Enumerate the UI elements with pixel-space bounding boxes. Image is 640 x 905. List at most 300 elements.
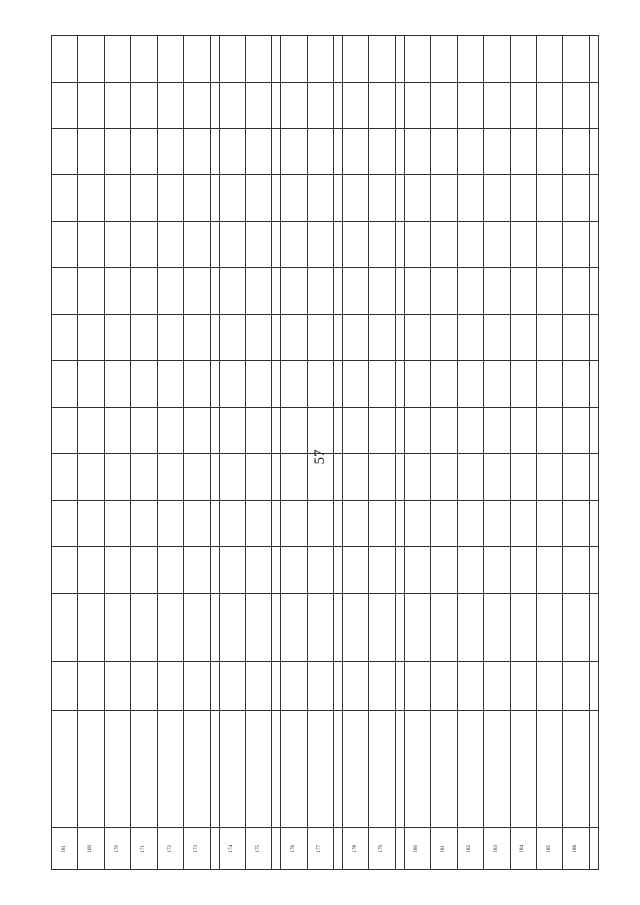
table-cell-area [563, 662, 589, 711]
table-cell-v1 [184, 547, 210, 593]
table-cell-address [307, 711, 333, 828]
table-cell-v9 [404, 175, 430, 221]
table-cell-num [395, 828, 404, 870]
table-cell-cost [307, 593, 333, 661]
table-cell-v6 [563, 314, 589, 360]
table-row [342, 36, 368, 870]
table-cell-area [431, 662, 457, 711]
table-cell-v1 [219, 547, 245, 593]
table-cell-cost [334, 593, 343, 661]
table-cell-num: 177 [307, 828, 333, 870]
table-cell-v2 [510, 500, 536, 546]
table-cell-cost [536, 593, 562, 661]
table-row [272, 36, 281, 870]
table-cell-v1 [307, 547, 333, 593]
table-cell-v6 [157, 314, 183, 360]
table-cell-v4 [210, 407, 219, 453]
table-cell-v8 [484, 221, 510, 267]
table-cell-v10 [563, 128, 589, 174]
table-cell-v5 [404, 361, 430, 407]
table-row [536, 36, 562, 870]
table-cell-v2 [157, 500, 183, 546]
table-cell-v11 [369, 82, 395, 128]
table-cell-v2 [184, 500, 210, 546]
table-cell-address [157, 711, 183, 828]
table-cell-v7 [281, 268, 307, 314]
table-row [589, 36, 598, 870]
table-cell-v8 [404, 221, 430, 267]
table-cell-v10 [342, 128, 368, 174]
table-cell-v3 [245, 454, 271, 500]
table-cell-v1 [334, 547, 343, 593]
table-cell-v7 [484, 268, 510, 314]
table-cell-v6 [457, 314, 483, 360]
table-cell-v6 [395, 314, 404, 360]
table-cell-v1 [563, 547, 589, 593]
table-cell-cost [431, 593, 457, 661]
table-cell-v8 [245, 221, 271, 267]
table-cell-area [157, 662, 183, 711]
table-cell-v12 [219, 36, 245, 83]
table-cell-v11 [281, 82, 307, 128]
table-cell-v12 [342, 36, 368, 83]
table-cell-v12 [131, 36, 157, 83]
table-cell-v5 [245, 361, 271, 407]
table-cell-v7 [52, 268, 78, 314]
table-cell-v1 [342, 547, 368, 593]
table-cell-address [210, 711, 219, 828]
table-cell-v9 [52, 175, 78, 221]
table-cell-v4 [272, 407, 281, 453]
table-cell-v10 [484, 128, 510, 174]
table-cell-v11 [404, 82, 430, 128]
table-cell-num: 184 [510, 828, 536, 870]
table-cell-v12 [589, 36, 598, 83]
table-cell-v4 [334, 407, 343, 453]
table-cell-v2 [52, 500, 78, 546]
table-cell-v9 [334, 175, 343, 221]
table-cell-num [272, 828, 281, 870]
table-cell-address [281, 711, 307, 828]
table-cell-cost [395, 593, 404, 661]
data-table [51, 35, 599, 870]
table-cell-v5 [342, 361, 368, 407]
table-cell-v10 [589, 128, 598, 174]
table-cell-cost [78, 593, 104, 661]
table-cell-num: 183 [484, 828, 510, 870]
table-cell-v3 [431, 454, 457, 500]
table-cell-v11 [245, 82, 271, 128]
table-cell-v4 [563, 407, 589, 453]
table-row [404, 36, 430, 870]
table-cell-cost [589, 593, 598, 661]
table-cell-v10 [404, 128, 430, 174]
table-cell-v12 [210, 36, 219, 83]
table-cell-v2 [342, 500, 368, 546]
table-cell-v3 [404, 454, 430, 500]
table-cell-area [369, 662, 395, 711]
table-cell-v4 [342, 407, 368, 453]
table-cell-v11 [210, 82, 219, 128]
table-cell-v7 [131, 268, 157, 314]
table-cell-v9 [281, 175, 307, 221]
table-cell-v4 [78, 407, 104, 453]
table-cell-v3 [563, 454, 589, 500]
table-row [369, 36, 395, 870]
table-cell-address [589, 711, 598, 828]
table-cell-v7 [210, 268, 219, 314]
table-cell-v4 [536, 407, 562, 453]
table-cell-num: 170 [104, 828, 130, 870]
table-cell-address [52, 711, 78, 828]
table-cell-v7 [334, 268, 343, 314]
table-cell-v4 [245, 407, 271, 453]
table-cell-address [272, 711, 281, 828]
table-cell-v12 [184, 36, 210, 83]
table-cell-v8 [457, 221, 483, 267]
table-cell-v2 [563, 500, 589, 546]
table-cell-v11 [395, 82, 404, 128]
table-cell-v9 [484, 175, 510, 221]
table-cell-v6 [510, 314, 536, 360]
table-cell-v4 [431, 407, 457, 453]
table-row [245, 36, 271, 870]
table-cell-v5 [536, 361, 562, 407]
table-cell-v8 [334, 221, 343, 267]
table-cell-v4 [157, 407, 183, 453]
table-cell-v8 [589, 221, 598, 267]
table-cell-num: 176 [281, 828, 307, 870]
table-cell-v2 [131, 500, 157, 546]
table-cell-v5 [395, 361, 404, 407]
table-cell-v12 [369, 36, 395, 83]
table-cell-v4 [457, 407, 483, 453]
table-cell-v6 [184, 314, 210, 360]
table-cell-v11 [536, 82, 562, 128]
rotated-table [51, 35, 599, 870]
table-cell-v3 [342, 454, 368, 500]
table-cell-v9 [245, 175, 271, 221]
table-cell-area [404, 662, 430, 711]
table-cell-v8 [104, 221, 130, 267]
table-cell-v12 [307, 36, 333, 83]
table-cell-cost [184, 593, 210, 661]
table-row [210, 36, 219, 870]
table-cell-v2 [219, 500, 245, 546]
table-cell-v5 [104, 361, 130, 407]
table-cell-area [245, 662, 271, 711]
table-cell-cost [404, 593, 430, 661]
table-cell-v3 [307, 454, 333, 500]
table-cell-v1 [157, 547, 183, 593]
table-cell-v7 [184, 268, 210, 314]
table-cell-v10 [536, 128, 562, 174]
table-cell-v12 [510, 36, 536, 83]
table-cell-v4 [219, 407, 245, 453]
table-cell-cost [210, 593, 219, 661]
table-cell-v1 [281, 547, 307, 593]
table-cell-v7 [104, 268, 130, 314]
table-cell-v2 [334, 500, 343, 546]
table-cell-v5 [589, 361, 598, 407]
table-cell-v4 [52, 407, 78, 453]
table-cell-v10 [307, 128, 333, 174]
table-cell-v9 [589, 175, 598, 221]
table-cell-v11 [457, 82, 483, 128]
table-cell-num: 169 [78, 828, 104, 870]
table-cell-v1 [457, 547, 483, 593]
table-cell-v4 [369, 407, 395, 453]
table-cell-v9 [510, 175, 536, 221]
table-cell-v3 [52, 454, 78, 500]
table-cell-num: 179 [369, 828, 395, 870]
table-cell-v5 [484, 361, 510, 407]
table-cell-v12 [484, 36, 510, 83]
table-cell-address [431, 711, 457, 828]
table-cell-v2 [78, 500, 104, 546]
table-cell-v5 [184, 361, 210, 407]
table-cell-v2 [457, 500, 483, 546]
table-row [281, 36, 307, 870]
table-cell-v12 [104, 36, 130, 83]
table-cell-num: 181 [52, 828, 78, 870]
table-cell-v3 [536, 454, 562, 500]
table-cell-num: 175 [245, 828, 271, 870]
table-cell-v6 [369, 314, 395, 360]
table-cell-v5 [272, 361, 281, 407]
table-cell-v1 [210, 547, 219, 593]
table-cell-v3 [131, 454, 157, 500]
table-cell-v1 [431, 547, 457, 593]
table-cell-v9 [342, 175, 368, 221]
table-cell-v9 [78, 175, 104, 221]
table-cell-v5 [457, 361, 483, 407]
table-cell-v7 [589, 268, 598, 314]
table-cell-v4 [104, 407, 130, 453]
table-cell-v3 [157, 454, 183, 500]
table-cell-v8 [536, 221, 562, 267]
table-cell-num [589, 828, 598, 870]
table-cell-v11 [563, 82, 589, 128]
table-cell-v12 [272, 36, 281, 83]
table-cell-v6 [404, 314, 430, 360]
table-cell-v2 [104, 500, 130, 546]
table-cell-address [184, 711, 210, 828]
table-cell-address [219, 711, 245, 828]
table-cell-v1 [589, 547, 598, 593]
table-cell-v3 [219, 454, 245, 500]
table-cell-v2 [431, 500, 457, 546]
table-cell-cost [484, 593, 510, 661]
table-cell-num: 174 [219, 828, 245, 870]
table-cell-v11 [157, 82, 183, 128]
table-cell-v11 [510, 82, 536, 128]
table-cell-v1 [104, 547, 130, 593]
table-cell-v12 [52, 36, 78, 83]
table-cell-address [369, 711, 395, 828]
table-cell-v1 [484, 547, 510, 593]
table-cell-v7 [342, 268, 368, 314]
table-cell-cost [104, 593, 130, 661]
table-cell-num: 172 [157, 828, 183, 870]
table-cell-v10 [78, 128, 104, 174]
table-cell-address [104, 711, 130, 828]
table-cell-v1 [536, 547, 562, 593]
table-cell-v12 [334, 36, 343, 83]
table-cell-cost [563, 593, 589, 661]
table-cell-v8 [431, 221, 457, 267]
table-cell-v1 [272, 547, 281, 593]
table-cell-v7 [431, 268, 457, 314]
table-cell-cost [157, 593, 183, 661]
table-cell-v6 [536, 314, 562, 360]
table-row [334, 36, 343, 870]
table-cell-v1 [52, 547, 78, 593]
table-cell-address [334, 711, 343, 828]
table-cell-v2 [589, 500, 598, 546]
table-cell-v11 [484, 82, 510, 128]
table-cell-v10 [219, 128, 245, 174]
table-cell-v5 [78, 361, 104, 407]
table-cell-area [457, 662, 483, 711]
table-cell-v6 [131, 314, 157, 360]
table-cell-v6 [219, 314, 245, 360]
table-cell-v12 [281, 36, 307, 83]
table-cell-v1 [369, 547, 395, 593]
table-cell-v10 [457, 128, 483, 174]
table-cell-v7 [307, 268, 333, 314]
table-cell-v12 [245, 36, 271, 83]
table-cell-area [104, 662, 130, 711]
table-cell-v9 [210, 175, 219, 221]
table-cell-area [342, 662, 368, 711]
table-cell-cost [342, 593, 368, 661]
table-cell-cost [369, 593, 395, 661]
table-cell-v6 [334, 314, 343, 360]
table-cell-v7 [404, 268, 430, 314]
table-cell-v8 [184, 221, 210, 267]
table-cell-v2 [272, 500, 281, 546]
table-cell-v4 [510, 407, 536, 453]
table-cell-v12 [78, 36, 104, 83]
table-cell-v2 [404, 500, 430, 546]
table-cell-area [484, 662, 510, 711]
table-cell-v10 [184, 128, 210, 174]
table-cell-v12 [157, 36, 183, 83]
table-cell-v12 [536, 36, 562, 83]
table-cell-v6 [52, 314, 78, 360]
table-cell-v6 [342, 314, 368, 360]
table-cell-v4 [589, 407, 598, 453]
table-cell-v5 [334, 361, 343, 407]
table-cell-v6 [210, 314, 219, 360]
table-cell-cost [457, 593, 483, 661]
table-cell-v12 [404, 36, 430, 83]
table-cell-v4 [484, 407, 510, 453]
table-cell-v4 [395, 407, 404, 453]
table-row [52, 36, 78, 870]
table-cell-v5 [52, 361, 78, 407]
table-cell-v12 [395, 36, 404, 83]
table-cell-cost [510, 593, 536, 661]
table-cell-v11 [307, 82, 333, 128]
table-cell-v5 [219, 361, 245, 407]
table-cell-v10 [52, 128, 78, 174]
table-cell-v12 [431, 36, 457, 83]
table-cell-v4 [307, 407, 333, 453]
table-cell-v5 [210, 361, 219, 407]
table-cell-v2 [536, 500, 562, 546]
table-cell-num: 171 [131, 828, 157, 870]
table-cell-area [334, 662, 343, 711]
table-row [184, 36, 210, 870]
table-cell-num [334, 828, 343, 870]
table-cell-v7 [245, 268, 271, 314]
table-cell-num: 185 [536, 828, 562, 870]
table-cell-v12 [457, 36, 483, 83]
table-row [431, 36, 457, 870]
table-cell-v9 [536, 175, 562, 221]
table-cell-v8 [131, 221, 157, 267]
table-cell-num: 181 [431, 828, 457, 870]
table-cell-v8 [272, 221, 281, 267]
table-cell-v11 [104, 82, 130, 128]
table-cell-v6 [589, 314, 598, 360]
table-cell-cost [272, 593, 281, 661]
table-cell-num: 173 [184, 828, 210, 870]
table-cell-v1 [395, 547, 404, 593]
table-row [131, 36, 157, 870]
table-cell-area [395, 662, 404, 711]
table-cell-v6 [484, 314, 510, 360]
table-cell-address [404, 711, 430, 828]
table-row [563, 36, 589, 870]
table-cell-v10 [245, 128, 271, 174]
table-cell-area [536, 662, 562, 711]
table-row [78, 36, 104, 870]
table-cell-num [210, 828, 219, 870]
table-cell-v9 [157, 175, 183, 221]
table-cell-v9 [369, 175, 395, 221]
table-cell-v11 [431, 82, 457, 128]
table-cell-v3 [184, 454, 210, 500]
table-cell-area [52, 662, 78, 711]
table-cell-v7 [157, 268, 183, 314]
table-cell-v6 [104, 314, 130, 360]
table-cell-v8 [52, 221, 78, 267]
table-cell-v3 [334, 454, 343, 500]
table-cell-v2 [484, 500, 510, 546]
table-cell-v9 [307, 175, 333, 221]
table-cell-v11 [272, 82, 281, 128]
table-cell-v12 [563, 36, 589, 83]
table-cell-v8 [219, 221, 245, 267]
table-cell-v11 [589, 82, 598, 128]
table-cell-v3 [104, 454, 130, 500]
table-cell-v5 [431, 361, 457, 407]
table-cell-v3 [369, 454, 395, 500]
table-cell-v2 [395, 500, 404, 546]
table-cell-v9 [431, 175, 457, 221]
table-cell-v3 [281, 454, 307, 500]
table-cell-address [342, 711, 368, 828]
table-cell-v6 [272, 314, 281, 360]
table-row [457, 36, 483, 870]
table-cell-v7 [395, 268, 404, 314]
table-cell-area [131, 662, 157, 711]
table-cell-area [307, 662, 333, 711]
table-cell-v6 [431, 314, 457, 360]
